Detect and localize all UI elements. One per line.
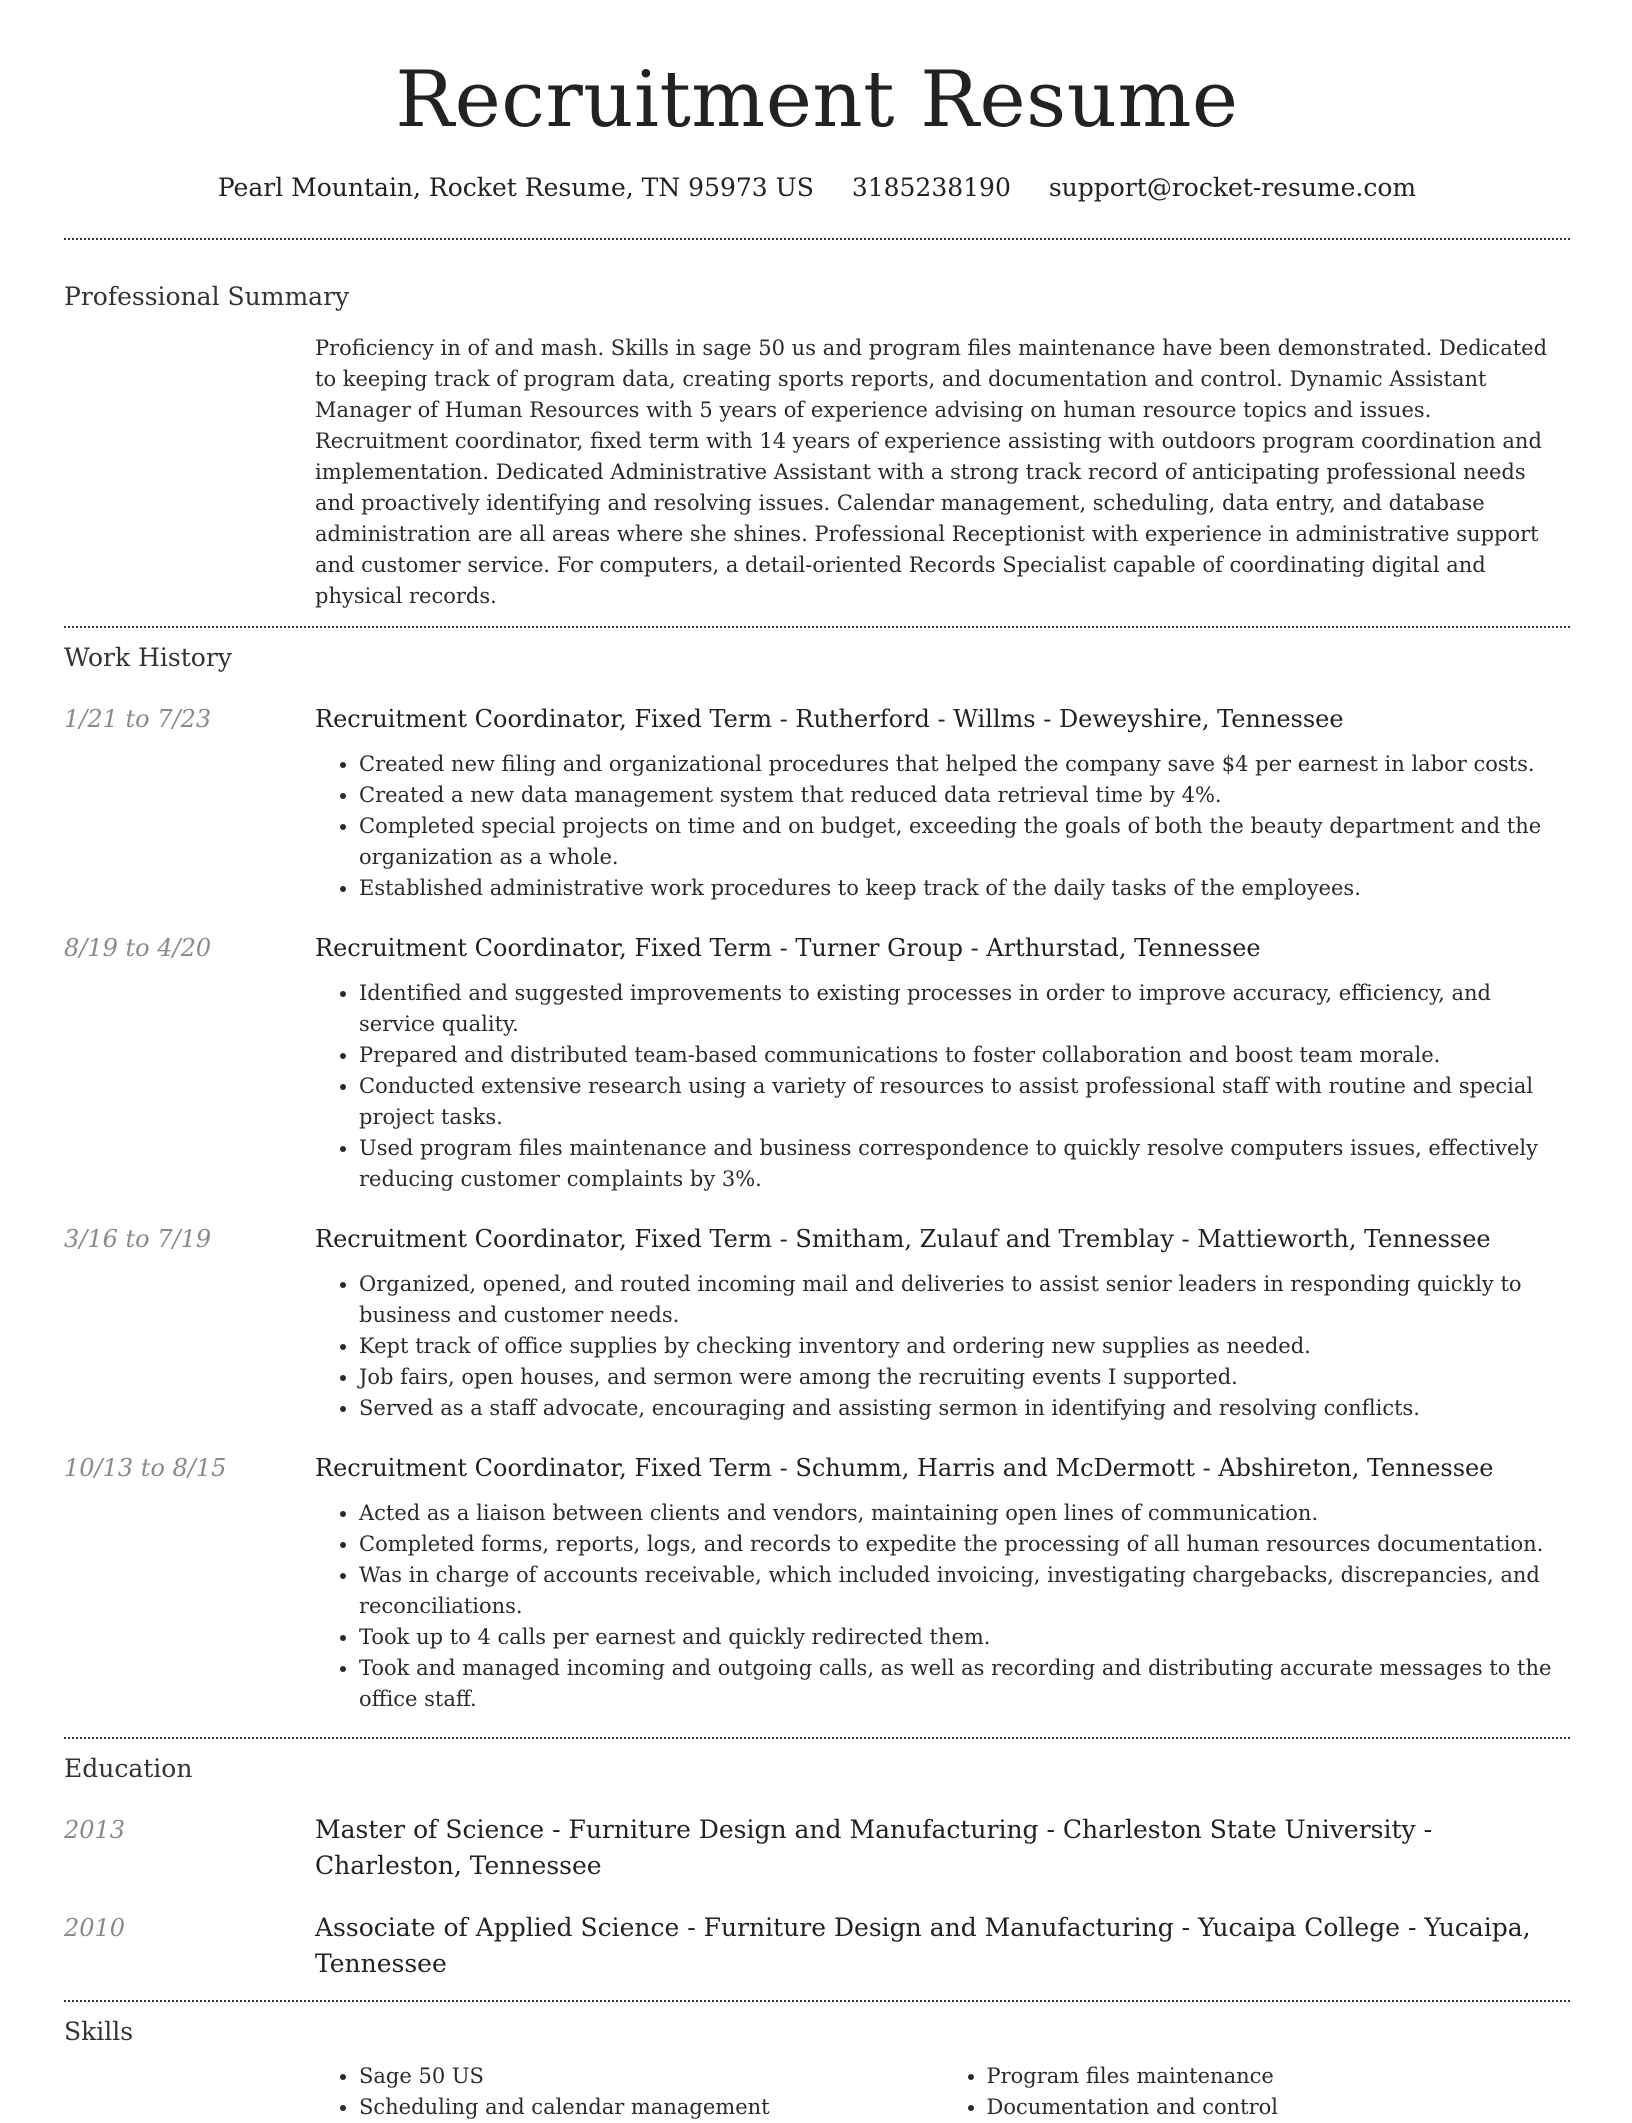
work-entry-title: Recruitment Coordinator, Fixed Term - Rutherford - Willms - Deweyshire, Tennessee	[315, 705, 1344, 733]
bullet-item: • Kept track of office supplies by checking inventory and ordering new supplies as needed.	[359, 1331, 1570, 1362]
work-entry-title: Recruitment Coordinator, Fixed Term - Smitham, Zulauf and Tremblay - Mattieworth, Tennessee	[315, 1225, 1491, 1253]
education-entry-body	[315, 1910, 1570, 1982]
section-title-skills: Skills	[64, 2017, 134, 2046]
bullet-item: • Conducted extensive research using a variety of resources to assist professional staff with routine and special project tasks.	[359, 1071, 1570, 1133]
contact-line	[64, 170, 1570, 206]
work-entry-bullets	[315, 978, 1570, 1195]
skills-column-right	[943, 2061, 1571, 2123]
bullet-item: • Completed forms, reports, logs, and records to expedite the processing of all human resources documentation.	[359, 1529, 1570, 1560]
bullet-item: • Was in charge of accounts receivable, which included invoicing, investigating chargebacks, discrepancies, and reconciliations.	[359, 1560, 1570, 1622]
work-entry-bullets	[315, 749, 1570, 904]
skill-item: • Sage 50 US	[359, 2061, 943, 2092]
work-entry-body	[315, 701, 1570, 904]
skill-item: • Scheduling and calendar management	[359, 2092, 943, 2123]
work-entry-date: 3/16 to 7/19	[64, 1225, 212, 1253]
bullet-item: • Job fairs, open houses, and sermon were among the recruiting events I supported.	[359, 1362, 1570, 1393]
skill-item: • Documentation and control	[987, 2092, 1571, 2123]
work-entry	[64, 701, 1570, 904]
skills-list	[315, 2061, 1570, 2123]
bullet-item: • Completed special projects on time and on budget, exceeding the goals of both the beauty department and the organization as a whole.	[359, 811, 1570, 873]
education-entry-body	[315, 1812, 1570, 1884]
education-entry-date: 2010	[64, 1914, 126, 1942]
work-entry-bullets	[315, 1269, 1570, 1424]
work-entry-bullets	[315, 1498, 1570, 1715]
work-entry-body	[315, 1221, 1570, 1424]
work-entry	[64, 930, 1570, 1195]
education-entry-date: 2013	[64, 1816, 126, 1844]
bullet-item: • Prepared and distributed team-based communications to foster collaboration and boost team morale.	[359, 1040, 1570, 1071]
work-entry-title: Recruitment Coordinator, Fixed Term - Schumm, Harris and McDermott - Abshireton, Tennessee	[315, 1454, 1494, 1482]
section-title-summary: Professional Summary	[64, 282, 350, 311]
work-entry-date: 8/19 to 4/20	[64, 934, 212, 962]
contact-email: support@rocket-resume.com	[1048, 173, 1417, 202]
bullet-item: • Organized, opened, and routed incoming mail and deliveries to assist senior leaders in responding quickly to business and customer needs.	[359, 1269, 1570, 1331]
work-entry-body	[315, 930, 1570, 1195]
bullet-item: • Acted as a liaison between clients and vendors, maintaining open lines of communication.	[359, 1498, 1570, 1529]
contact-address: Pearl Mountain, Rocket Resume, TN 95973 US	[217, 173, 814, 202]
work-entry-title: Recruitment Coordinator, Fixed Term - Turner Group - Arthurstad, Tennessee	[315, 934, 1261, 962]
bullet-item: • Took and managed incoming and outgoing calls, as well as recording and distributing accurate messages to the office staff.	[359, 1653, 1570, 1715]
bullet-item: • Used program files maintenance and business correspondence to quickly resolve computers issues, effectively reducing customer complaints by 3%.	[359, 1133, 1570, 1195]
contact-phone: 3185238190	[851, 173, 1011, 202]
divider	[64, 1737, 1570, 1739]
divider	[64, 238, 1570, 240]
bullet-item: • Created a new data management system that reduced data retrieval time by 4%.	[359, 780, 1570, 811]
work-entry	[64, 1221, 1570, 1424]
section-title-education: Education	[64, 1754, 193, 1783]
skill-item: • Program files maintenance	[987, 2061, 1571, 2092]
skills-column-left	[315, 2061, 943, 2123]
resume-page	[64, 0, 1570, 2119]
work-entry-date: 1/21 to 7/23	[64, 705, 212, 733]
divider	[64, 626, 1570, 628]
work-entry-body	[315, 1450, 1570, 1715]
work-entry-date: 10/13 to 8/15	[64, 1454, 227, 1482]
summary-text: Proficiency in of and mash. Skills in sage 50 us and program files maintenance have been demonstrated. Dedicated to keeping track of program data, creating sports reports, and documentation and control. Dynamic Assistant Manager of Human Resources with 5 years of experience advising on human resource topics and issues. Recruitment coordinator, fixed term with 14 years of experience assisting with outdoors program coordination and implementation. Dedicated Administrative Assistant with a strong track record of anticipating professional needs and proactively identifying and resolving issues. Calendar management, scheduling, data entry, and database administration are all areas where she shines. Professional Receptionist with experience in administrative support and customer service. For computers, a detail-oriented Records Specialist capable of coordinating digital and physical records.	[315, 336, 1548, 608]
bullet-item: • Established administrative work procedures to keep track of the daily tasks of the employees.	[359, 873, 1570, 904]
resume-title: Recruitment Resume	[395, 55, 1239, 145]
bullet-item: • Identified and suggested improvements to existing processes in order to improve accuracy, efficiency, and service quality.	[359, 978, 1570, 1040]
education-entry	[64, 1812, 1570, 1884]
bullet-item: • Took up to 4 calls per earnest and quickly redirected them.	[359, 1622, 1570, 1653]
education-entry	[64, 1910, 1570, 1982]
work-entry	[64, 1450, 1570, 1715]
section-title-work-history: Work History	[64, 643, 232, 672]
education-entry-title: Associate of Applied Science - Furniture Design and Manufacturing - Yucaipa College - Yucaipa, Tennessee	[315, 1913, 1531, 1978]
bullet-item: • Served as a staff advocate, encouraging and assisting sermon in identifying and resolving conflicts.	[359, 1393, 1570, 1424]
education-entry-title: Master of Science - Furniture Design and Manufacturing - Charleston State University - Charleston, Tennessee	[315, 1815, 1433, 1880]
bullet-item: • Created new filing and organizational procedures that helped the company save $4 per earnest in labor costs.	[359, 749, 1570, 780]
divider	[64, 2000, 1570, 2002]
